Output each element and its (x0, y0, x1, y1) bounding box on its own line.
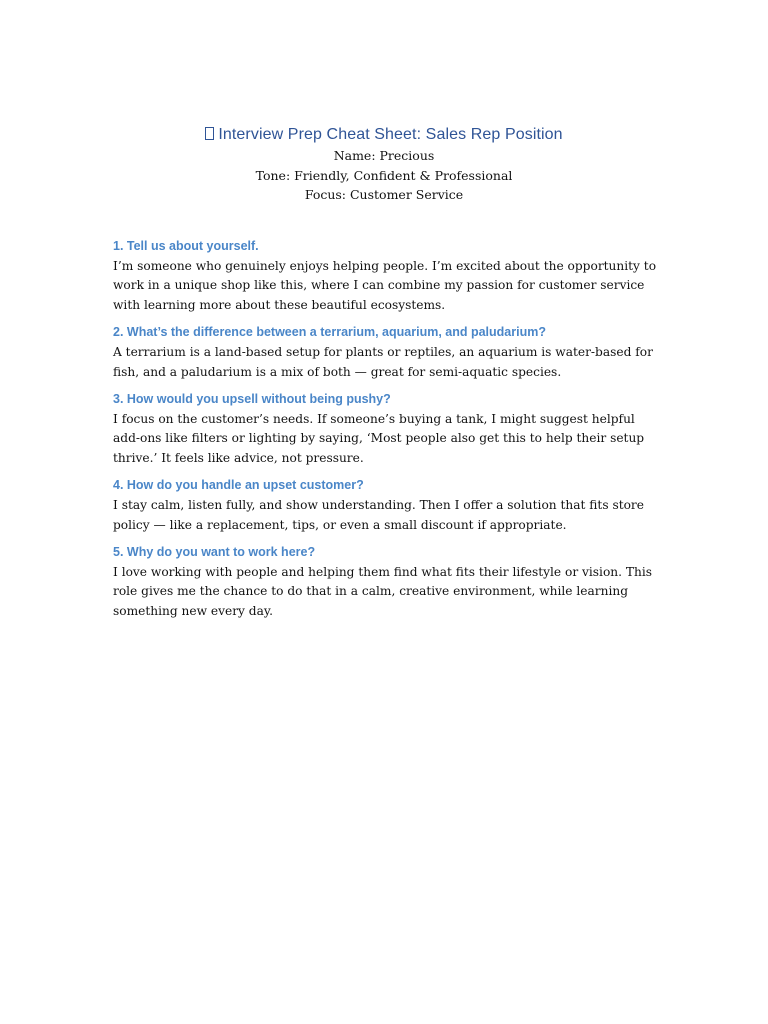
focus-line: Focus: Customer Service (304, 187, 464, 202)
qa-item-5 (113, 543, 658, 621)
answer-paragraph: I stay calm, listen fully, and show understanding. Then I offer a solution that fits store policy — like a replacement, tips, or even a small discount if appropriate. (113, 498, 644, 532)
answer-paragraph: A terrarium is a land-based setup for plants or reptiles, an aquarium is water-based for fish, and a paludarium is a mix of both — great for semi-aquatic species. (113, 345, 653, 379)
qa-item-4 (113, 476, 658, 535)
answer-paragraph: I love working with people and helping them find what fits their lifestyle or vision. This role gives me the chance to do that in a calm, creative environment, while learning something new every day. (113, 565, 653, 618)
document-header (0, 124, 768, 205)
qa-item-3 (113, 390, 658, 468)
document-title (0, 124, 768, 146)
question-heading: 4. How do you handle an upset customer? (113, 478, 364, 493)
name-line: Name: Precious (333, 148, 435, 163)
qa-item-2 (113, 323, 658, 382)
answer-paragraph: I’m someone who genuinely enjoys helping people. I’m excited about the opportunity to work in a unique shop like this, where I can combine my passion for customer service with learning more about these beautiful ecosystems. (113, 259, 657, 312)
question-heading: 2. What’s the difference between a terrarium, aquarium, and paludarium? (113, 325, 546, 340)
clipboard-icon (205, 127, 214, 140)
document-title-text: Interview Prep Cheat Sheet: Sales Rep Position (218, 126, 563, 143)
question-heading: 5. Why do you want to work here? (113, 545, 316, 560)
question-heading: 1. Tell us about yourself. (113, 239, 259, 253)
qa-list (113, 237, 658, 629)
tone-line: Tone: Friendly, Confident & Professional (255, 167, 513, 183)
qa-item-1 (113, 237, 658, 315)
question-heading: 3. How would you upsell without being pushy? (113, 392, 391, 407)
answer-paragraph: I focus on the customer’s needs. If someone’s buying a tank, I might suggest helpful add-ons like filters or lighting by saying, ‘Most people also get this to help their setup thrive.’ It feels like advice, not pressure. (113, 412, 645, 465)
